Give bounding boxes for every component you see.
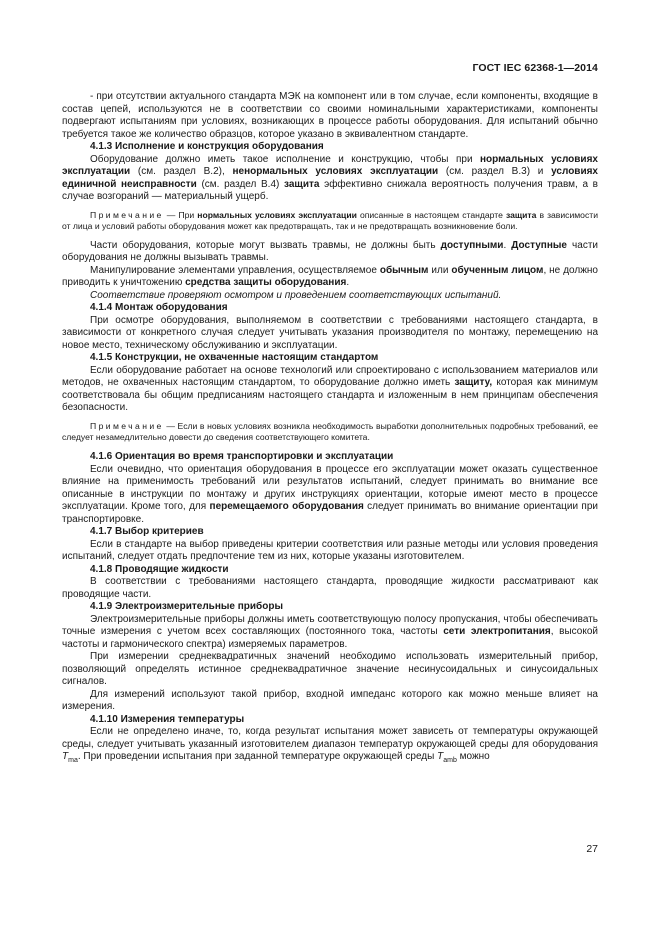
compliance-statement: Соответствие проверяют осмотром и проведением соответствующих испытаний. — [90, 289, 502, 301]
paragraph-4-1-3-main: Оборудование должно иметь такое исполнение и конструкцию, чтобы при нормальных условиях эксплуатации (см. раздел В.2), ненормальных условиях эксплуатации (см. раздел В.3) и условиях единичной неисправности (см. раздел В.4) защита эффективно снижала вероятность получения травм, а в случае возгораний — материальный ущерб. — [62, 153, 598, 202]
paragraph-4-1-4: При осмотре оборудования, выполняемом в соответствии с требованиями настоящего стандарта, в зависимости от конкретного случая следует учитывать указания производителя по монтажу, перемещению на новое место, техническому обслуживанию и эксплуатации. — [62, 314, 598, 351]
paragraph-4-1-9-impedance: Для измерений используют такой прибор, входной импеданс которого как можно меньше влияет на измерения. — [62, 688, 598, 713]
paragraph-4-1-10: Если не определено иначе, то, когда результат испытания может зависеть от температуры окружающей среды, следует учитывать указанный изготовителем диапазон температур окружающей среды для оборудования $T_{ma}$. При проведении испытания при заданной температуре окружающей среды $T_{amb}$ можно — [62, 726, 598, 765]
document-body — [62, 91, 598, 768]
paragraph-controls: Манипулирование элементами управления, осуществляемое обычным или обученным лицом, не должно приводить к уничтожению средства защиты оборудования. — [62, 264, 598, 289]
heading-4-1-8: 4.1.8 Проводящие жидкости — [90, 563, 229, 575]
heading-4-1-7: 4.1.7 Выбор критериев — [90, 526, 204, 538]
paragraph-4-1-7: Если в стандарте на выбор приведены критерии соответствия или разные методы или условия проведения испытаний, следует отдать предпочтение тем из них, которые указаны изготовителем. — [62, 538, 598, 563]
standard-header: ГОСТ IEC 62368-1—2014 — [472, 62, 598, 74]
heading-4-1-9: 4.1.9 Электроизмерительные приборы — [90, 601, 283, 613]
paragraph-4-1-8: В соответствии с требованиями настоящего стандарта, проводящие жидкости рассматривают как проводящие части. — [62, 576, 598, 600]
note-4-1-5: Примечание — Если в новых условиях возникла необходимость выработки дополнительных подробных требований, ее следует незамедлительно довести до сведения соответствующего комитета. — [62, 420, 598, 443]
page-number: 27 — [586, 843, 598, 855]
heading-4-1-6: 4.1.6 Ориентация во время транспортировки и эксплуатации — [90, 451, 394, 463]
heading-4-1-5: 4.1.5 Конструкции, не охваченные настоящим стандартом — [90, 352, 379, 364]
paragraph-4-1-6: Если очевидно, что ориентация оборудования в процессе его эксплуатации может оказать существенное влияние на применимость требований или результатов испытаний, следует принимать во внимание все описанные в инструкции по монтажу и других инструкциях ориентации, которые имеют место в процессе эксплуатации. Кроме того, для перемещаемого оборудования следует принимать во внимание ориентации при транспортировке. — [62, 463, 598, 525]
note-4-1-3: Примечание — При нормальных условиях эксплуатации описанные в настоящем стандарте защита в зависимости от лица и условий работы оборудования может как предотвращать, так и не предотвращать возникновение боли. — [62, 209, 598, 231]
heading-4-1-3: 4.1.3 Исполнение и конструкция оборудования — [90, 141, 324, 152]
paragraph-4-1-5: Если оборудование работает на основе технологий или спроектировано с использованием материалов или методов, не охваченных настоящим стандартом, то оборудование должно иметь защиту, которая как минимум соответствовала бы общим предписаниям настоящего стандарта и изложенным в нем принципам обеспечения безопасности. — [62, 364, 598, 414]
paragraph-4-1-9-bandwidth: Электроизмерительные приборы должны иметь соответствующую полосу пропускания, чтобы обеспечивать точные измерения с учетом всех составляющих (постоянного тока, частоты сети электропитания, высокой частоты и гармонического спектра) измеряемых параметров. — [62, 613, 598, 650]
paragraph-4-1-9-rms: При измерении среднеквадратичных значений необходимо использовать измерительный прибор, позволяющий определять истинное среднеквадратичное значение несинусоидальных и синусоидальных сигналов. — [62, 651, 598, 688]
paragraph-component-testing: - при отсутствии актуального стандарта МЭК на компонент или в том случае, если компоненты, входящие в состав цепей, используются не в соответствии со своими номинальными характеристиками, компоненты подвергают испытаниям при условиях, возникающих в процессе работы оборудования. Для испытаний обычно требуется такое же количество образцов, которое указано в эквивалентном стандарте. — [62, 91, 598, 140]
heading-4-1-4: 4.1.4 Монтаж оборудования — [90, 302, 228, 314]
heading-4-1-10: 4.1.10 Измерения температуры — [90, 713, 245, 725]
paragraph-accessible-parts: Части оборудования, которые могут вызвать травмы, не должны быть доступными. Доступные части оборудования не должны вызывать травмы. — [62, 239, 598, 264]
